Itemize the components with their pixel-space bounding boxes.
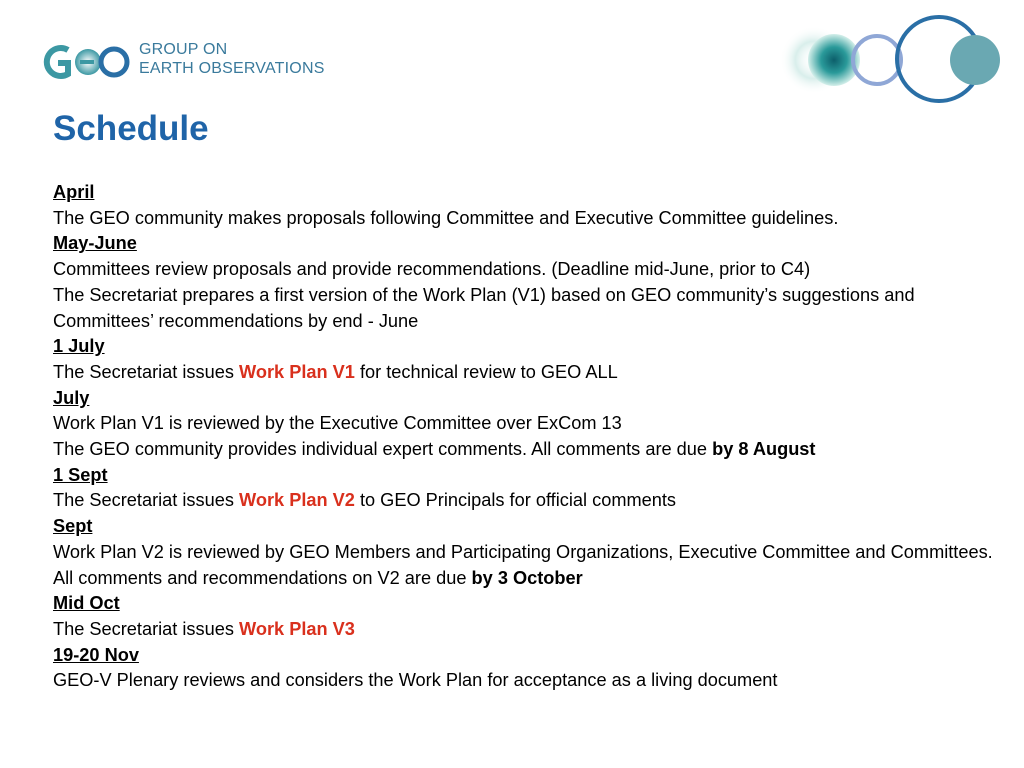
text-segment: to GEO Principals for official comments — [354, 490, 676, 511]
work-plan-v3-highlight: Work Plan V3 — [239, 618, 355, 639]
schedule-heading-april: April — [53, 182, 95, 202]
schedule-heading-july: July — [53, 387, 90, 408]
schedule-heading-may-june: May-June — [53, 233, 137, 254]
schedule-heading-mid-oct: Mid Oct — [53, 593, 120, 614]
text-segment: Work Plan V2 is reviewed by GEO Members and Participating Organizations, Executive Committee and Committees. All comments and recommendations on V2 are due — [53, 541, 993, 588]
schedule-text — [53, 540, 1003, 591]
deadline-bold: by 8 August — [712, 439, 816, 460]
schedule-heading-1-july: 1 July — [53, 336, 105, 357]
org-name-line1: GROUP ON — [139, 41, 228, 58]
schedule-heading-19-20-nov: 19-20 Nov — [53, 644, 139, 665]
work-plan-v1-highlight: Work Plan V1 — [239, 361, 355, 382]
schedule-text: The Secretariat prepares a first version of the Work Plan (V1) based on GEO community’s suggestions and Committees’ recommendations by end - June — [53, 284, 915, 331]
schedule-heading-sept: Sept — [53, 516, 93, 537]
schedule-text: Work Plan V1 is reviewed by the Executive Committee over ExCom 13 — [53, 413, 622, 434]
schedule-text: GEO-V Plenary reviews and considers the Work Plan for acceptance as a living document — [53, 670, 778, 691]
text-segment: The GEO community provides individual expert comments. All comments are due — [53, 439, 713, 460]
deadline-bold: by 3 October — [471, 567, 583, 588]
schedule-text: The GEO community makes proposals following Committee and Executive Committee guidelines. — [53, 207, 839, 228]
work-plan-v2-highlight: Work Plan V2 — [239, 490, 355, 511]
schedule-text — [53, 437, 1003, 463]
org-name-line2: EARTH OBSERVATIONS — [139, 60, 325, 77]
schedule-heading-1-sept: 1 Sept — [53, 464, 108, 485]
schedule-text — [53, 488, 1003, 514]
text-segment: for technical review to GEO ALL — [354, 361, 618, 382]
page-title: Schedule — [53, 109, 209, 148]
org-name — [139, 40, 325, 78]
text-segment: The Secretariat issues — [53, 490, 239, 511]
geo-logo-mark-icon — [40, 38, 136, 86]
geo-logo — [40, 38, 340, 86]
schedule-text — [53, 617, 1003, 643]
schedule-text: Committees review proposals and provide recommendations. (Deadline mid-June, prior to C4) — [53, 259, 811, 280]
schedule-text — [53, 360, 1003, 386]
schedule-content — [53, 180, 1003, 694]
text-segment: The Secretariat issues — [53, 361, 239, 382]
decorative-circles-icon — [776, 10, 1006, 106]
text-segment: The Secretariat issues — [53, 618, 239, 639]
